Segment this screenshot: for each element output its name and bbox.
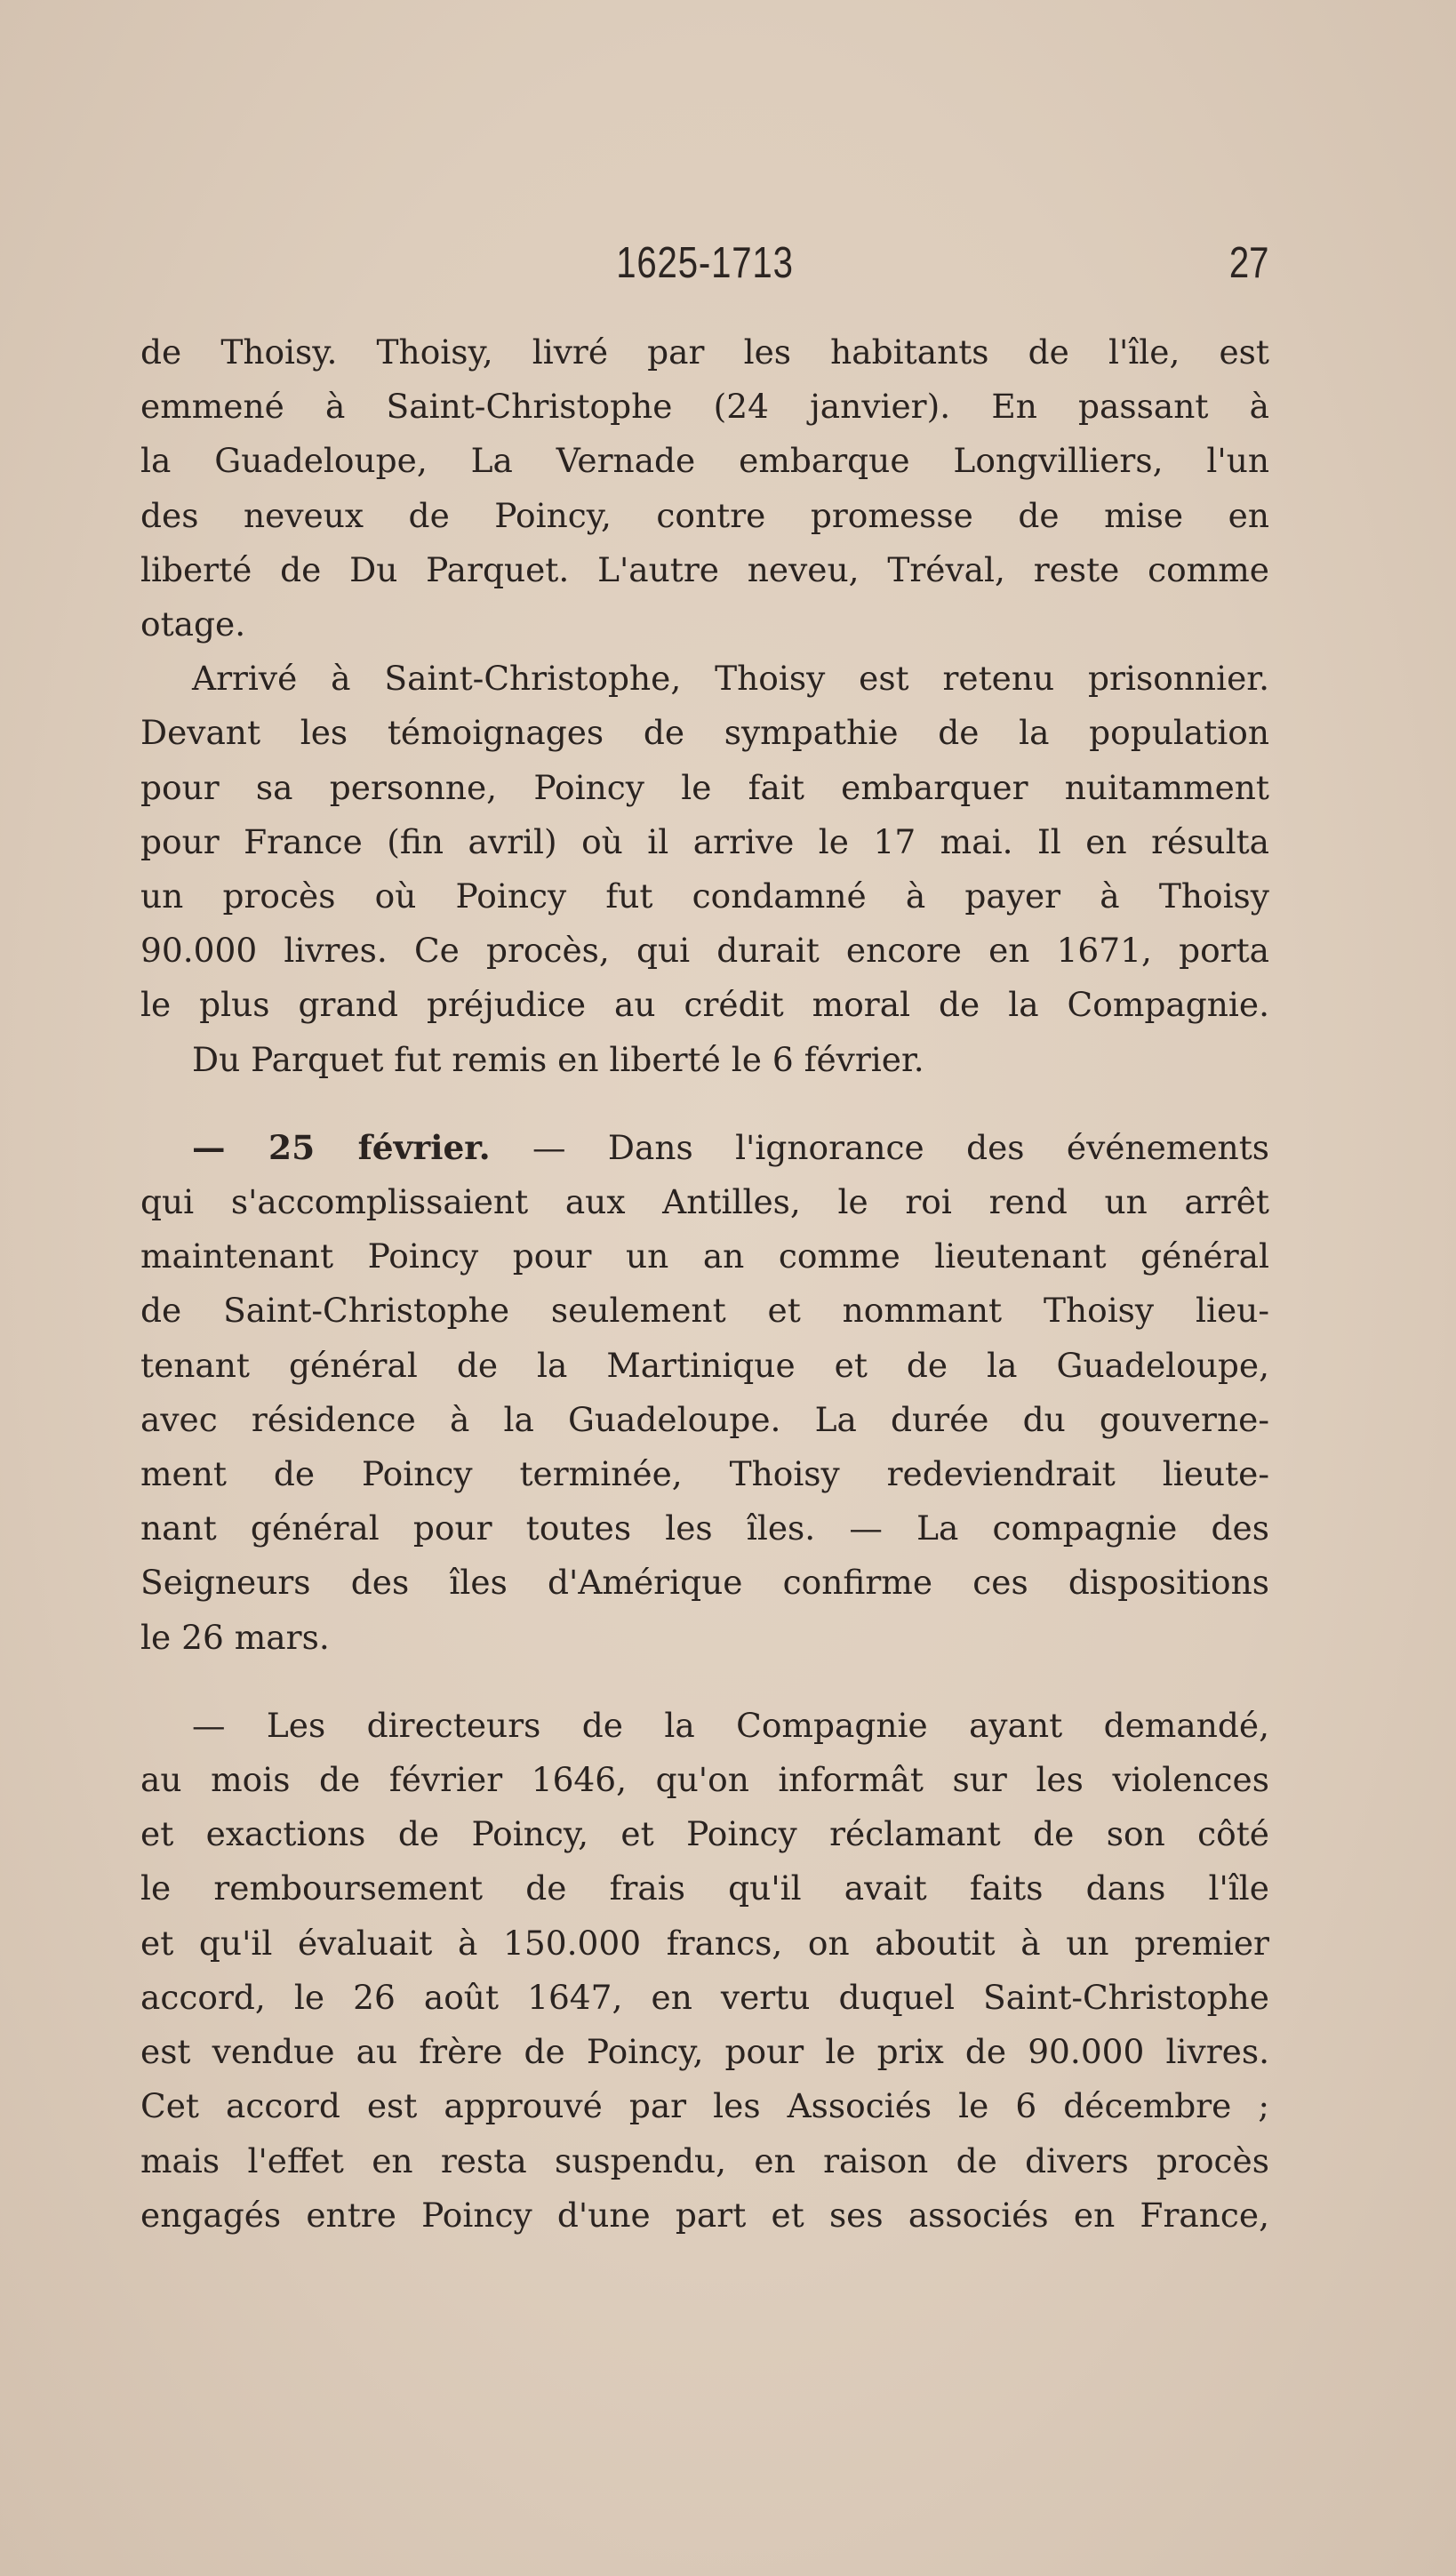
text-fragment: — Dans l'ignorance des événements — [490, 1127, 1270, 1167]
paragraph-spacer — [140, 1665, 1269, 1699]
text-line — [140, 1121, 1269, 1175]
text-line: Arrivé à Saint-Christophe, Thoisy est retenu prisonnier. — [192, 659, 1269, 699]
text-line: 90.000 livres. Ce procès, qui durait encore en 1671, porta — [140, 931, 1269, 971]
text-line: Du Parquet fut remis en liberté le 6 février. — [192, 1039, 924, 1079]
text-line: otage. — [140, 604, 246, 644]
paragraph-4 — [140, 1121, 1269, 1665]
text-line: pour France (fin avril) où il arrive le 17 mai. Il en résulta — [140, 821, 1269, 861]
text-line: mais l'effet en resta suspendu, en raison de divers procès — [140, 2140, 1269, 2180]
page-header — [140, 238, 1269, 292]
running-title: 1625-1713 — [616, 239, 794, 287]
text-line: et exactions de Poincy, et Poincy réclamant de son côté — [140, 1814, 1269, 1854]
text-line: de Saint-Christophe seulement et nommant Thoisy lieu- — [140, 1291, 1269, 1331]
text-line: — Les directeurs de la Compagnie ayant demandé, — [192, 1705, 1269, 1745]
text-line: engagés entre Poincy d'une part et ses associés en France, — [140, 2195, 1269, 2235]
page-number: 27 — [1229, 239, 1269, 287]
text-line: avec résidence à la Guadeloupe. La durée du gouverne- — [140, 1399, 1269, 1439]
body-text — [140, 325, 1269, 2243]
text-line: Cet accord est approuvé par les Associés le 6 décembre ; — [140, 2086, 1269, 2126]
text-line: un procès où Poincy fut condamné à payer à Thoisy — [140, 876, 1269, 916]
text-line: nant général pour toutes les îles. — La compagnie des — [140, 1508, 1269, 1548]
text-line: des neveux de Poincy, contre promesse de mise en — [140, 495, 1269, 535]
text-line: de Thoisy. Thoisy, livré par les habitants de l'île, est — [140, 332, 1269, 372]
paragraph-5 — [140, 1699, 1269, 2243]
paragraph-3 — [140, 1033, 1269, 1087]
text-line: Seigneurs des îles d'Amérique confirme ces dispositions — [140, 1563, 1269, 1603]
text-line: pour sa personne, Poincy le fait embarquer nuitamment — [140, 767, 1269, 807]
text-line: le 26 mars. — [140, 1617, 330, 1657]
text-line: tenant général de la Martinique et de la Guadeloupe, — [140, 1345, 1269, 1385]
text-line: le remboursement de frais qu'il avait faits dans l'île — [140, 1868, 1269, 1908]
text-line: qui s'accomplissaient aux Antilles, le roi rend un arrêt — [140, 1182, 1269, 1222]
text-line: liberté de Du Parquet. L'autre neveu, Tréval, reste comme — [140, 549, 1269, 589]
text-line: et qu'il évaluait à 150.000 francs, on aboutit à un premier — [140, 1923, 1269, 1963]
paragraph-1 — [140, 325, 1269, 652]
date-label: — 25 février. — [192, 1127, 491, 1167]
text-line: est vendue au frère de Poincy, pour le prix de 90.000 livres. — [140, 2032, 1269, 2072]
text-line: la Guadeloupe, La Vernade embarque Longvilliers, l'un — [140, 441, 1269, 481]
text-line: Devant les témoignages de sympathie de la population — [140, 713, 1269, 753]
text-line: le plus grand préjudice au crédit moral de la Compagnie. — [140, 985, 1269, 1025]
text-line: emmené à Saint-Christophe (24 janvier). En passant à — [140, 387, 1269, 427]
text-line: accord, le 26 août 1647, en vertu duquel Saint-Christophe — [140, 1977, 1269, 2017]
paragraph-2 — [140, 652, 1269, 1032]
paragraph-spacer — [140, 1087, 1269, 1121]
text-line: au mois de février 1646, qu'on informât sur les violences — [140, 1760, 1269, 1800]
text-line: ment de Poincy terminée, Thoisy redeviendrait lieute- — [140, 1454, 1269, 1494]
text-line: maintenant Poincy pour un an comme lieutenant général — [140, 1236, 1269, 1276]
